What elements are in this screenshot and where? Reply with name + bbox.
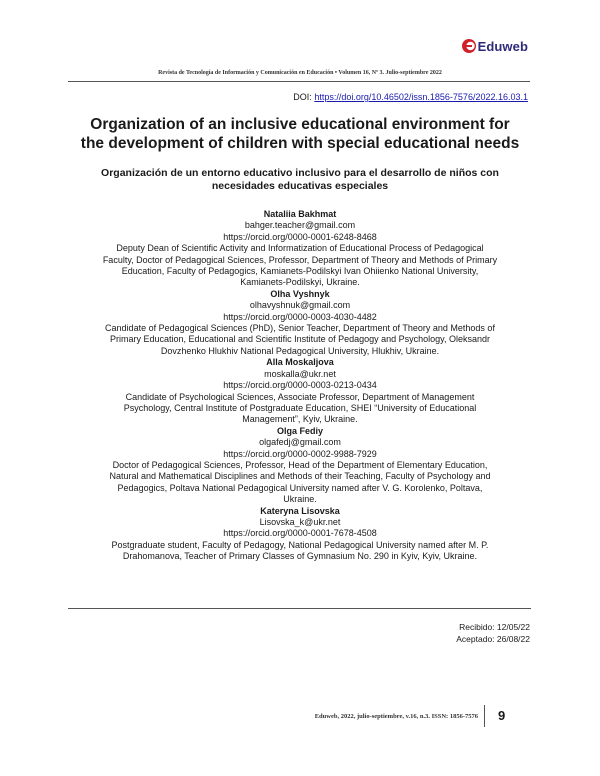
author-affiliation-line: Deputy Dean of Scientific Activity and Informatization of Educational Process of Pedagogical <box>116 243 484 254</box>
author-affiliation-line: Natural and Mathematical Disciplines and Methods of their Teaching, Faculty of Psychology and <box>109 471 491 482</box>
author-affiliation-line: Pedagogics, Poltava National Pedagogical University named after V. G. Korolenko, Poltava, <box>117 482 483 493</box>
accepted-date: Aceptado: 26/08/22 <box>456 633 530 644</box>
page-number: 9 <box>498 708 506 723</box>
author-orcid: https://orcid.org/0000-0003-0213-0434 <box>223 380 377 391</box>
author-block <box>60 426 540 506</box>
header-divider <box>68 81 530 82</box>
section-divider <box>68 608 531 609</box>
author-name: Olga Fediy <box>276 425 323 436</box>
doi-line <box>293 92 528 102</box>
journal-logo <box>461 38 528 54</box>
author-affiliation-line: Ukraine. <box>283 494 317 505</box>
author-email: olgafedj@gmail.com <box>259 437 341 448</box>
journal-header-line: Revista de Tecnología de Información y Comunicación en Educación • Volumen 16, Nº 3. Julio-septiembre 2022 <box>158 70 442 76</box>
author-orcid: https://orcid.org/0000-0001-7678-4508 <box>223 528 377 539</box>
author-orcid: https://orcid.org/0000-0002-9988-7929 <box>223 448 377 459</box>
author-affiliation-line: Primary Education, Educational and Scientific Institute of Pedagogy and Psychology, Oleksandr <box>109 334 491 345</box>
author-block <box>60 289 540 357</box>
author-affiliation-line: Candidate of Psychological Sciences, Associate Professor, Department of Management <box>125 391 475 402</box>
footer-divider <box>484 705 485 727</box>
author-affiliation-line: Postgraduate student, Faculty of Pedagogy, National Pedagogical University named after M. P. <box>111 539 489 550</box>
footer-citation: Eduweb, 2022, julio-septiembre, v.16, n.3. ISSN: 1856-7576 <box>314 713 478 720</box>
author-affiliation-line: Psychology, Central Institute of Postgraduate Education, SHEI “University of Educational <box>123 402 477 413</box>
author-affiliation-line: Kamianets-Podilskyi, Ukraine. <box>240 277 360 288</box>
doi-link[interactable]: https://doi.org/10.46502/issn.1856-7576/2022.16.03.1 <box>314 92 528 102</box>
author-email: moskalla@ukr.net <box>264 368 336 379</box>
author-name: Kateryna Lisovska <box>260 505 340 516</box>
author-affiliation-line: Candidate of Pedagogical Sciences (PhD), Senior Teacher, Department of Theory and Methods of <box>105 323 495 334</box>
title-spanish-line: Organización de un entorno educativo inclusivo para el desarrollo de niños con <box>101 167 499 179</box>
article-title-english <box>60 115 540 153</box>
title-spanish-line: necesidades educativas especiales <box>211 180 389 192</box>
doi-label: DOI: <box>293 92 312 102</box>
author-block <box>60 506 540 563</box>
author-name: Olha Vyshnyk <box>270 288 330 299</box>
author-affiliation-line: Education, Faculty of Pedagogics, Kamianets-Podilskyi Ivan Ohiienko National University, <box>121 266 479 277</box>
author-block <box>60 357 540 425</box>
title-english-line: Organization of an inclusive educational environment for <box>90 116 510 133</box>
author-affiliation-line: Management”, Kyiv, Ukraine. <box>242 414 358 425</box>
author-email: olhavyshnuk@gmail.com <box>249 300 351 311</box>
eduweb-logo-icon <box>461 38 477 54</box>
article-title-spanish <box>60 167 540 193</box>
author-name: Alla Moskaljova <box>266 357 334 368</box>
author-affiliation-line: Drahomanova, Teacher of Primary Classes of Gymnasium No. 290 in Kyiv, Kyiv, Ukraine. <box>122 551 478 562</box>
submission-dates <box>456 622 530 645</box>
author-email: Lisovska_k@ukr.net <box>259 516 341 527</box>
author-block <box>60 209 540 289</box>
author-name: Nataliia Bakhmat <box>263 209 337 219</box>
title-english-line: the development of children with special educational needs <box>80 135 520 152</box>
author-affiliation-line: Doctor of Pedagogical Sciences, Professor, Head of the Department of Elementary Education, <box>112 459 488 470</box>
author-affiliation-line: Dovzhenko Hlukhiv National Pedagogical University, Hlukhiv, Ukraine. <box>160 345 440 356</box>
received-date: Recibido: 12/05/22 <box>459 622 530 632</box>
author-orcid: https://orcid.org/0000-0001-6248-8468 <box>223 231 377 242</box>
logo-text: Eduweb <box>477 38 528 54</box>
author-affiliation-line: Faculty, Doctor of Pedagogical Sciences, Professor, Department of Theory and Methods of Primary <box>102 254 498 265</box>
author-list <box>60 209 540 563</box>
author-orcid: https://orcid.org/0000-0003-4030-4482 <box>223 311 377 322</box>
author-email: bahger.teacher@gmail.com <box>244 220 356 231</box>
